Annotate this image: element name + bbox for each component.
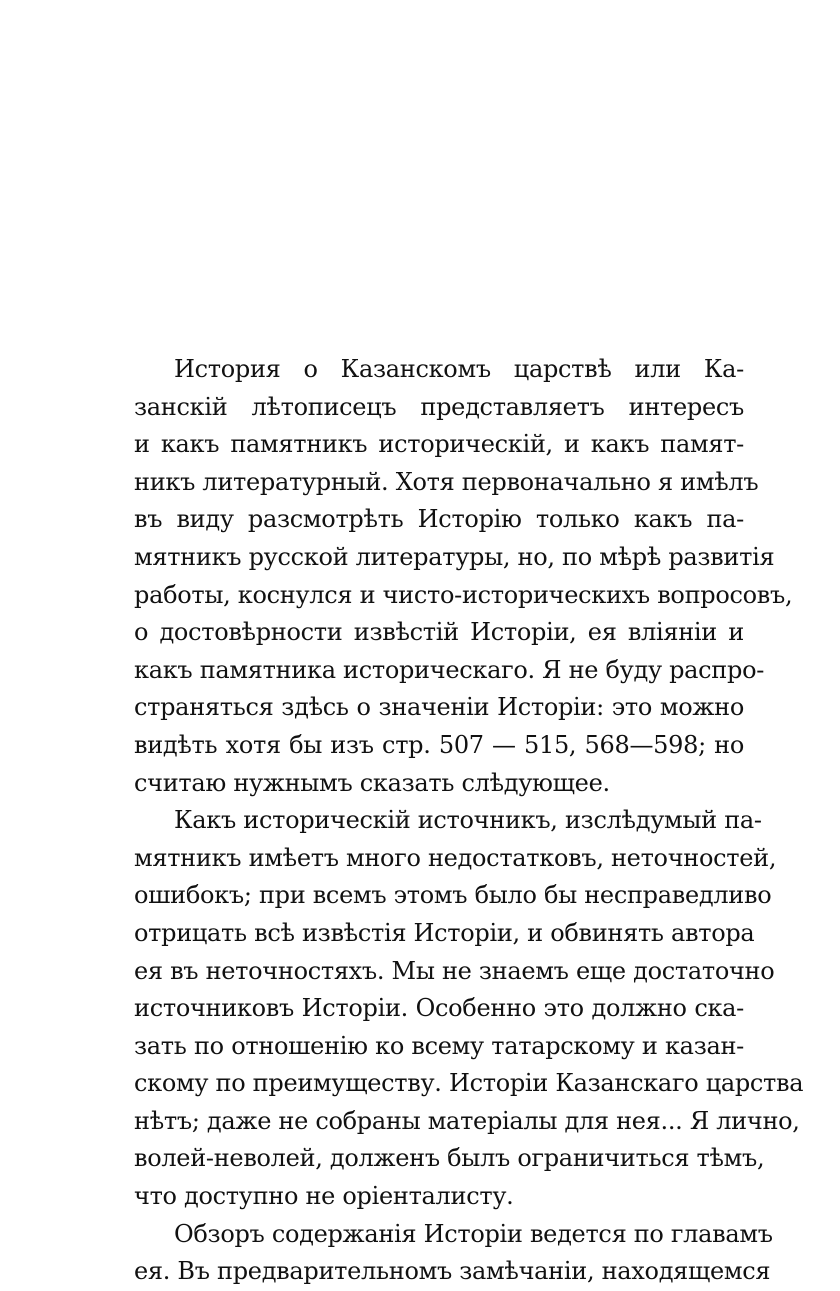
text-line: считаю нужнымъ сказать слѣдующее. [134, 768, 610, 797]
text-line: о достовѣрности извѣстій Исторіи, ея вліяніи и [134, 618, 744, 647]
text-line: волей-неволей, долженъ былъ ограничиться тѣмъ, [134, 1144, 765, 1173]
text-line: работы, коснулся и чисто-историческихъ вопросовъ, [134, 580, 793, 609]
text-line: Обзоръ содержанія Исторіи ведется по главамъ [174, 1219, 773, 1248]
text-line: мятникъ имѣетъ много недостатковъ, неточностей, [134, 843, 777, 872]
text-line: какъ памятника историческаго. Я не буду распро- [134, 655, 765, 684]
body-text [134, 351, 804, 1291]
text-line: занскій лѣтописецъ представляетъ интересъ [134, 392, 744, 421]
text-line: зать по отношенію ко всему татарскому и казан- [134, 1031, 744, 1060]
text-line: Какъ историческій источникъ, изслѣдумый па- [174, 806, 762, 835]
text-line: что доступно не оріенталисту. [134, 1182, 514, 1211]
text-line: и какъ памятникъ историческій, и какъ памят- [134, 430, 744, 459]
text-line: ея. Въ предварительномъ замѣчаніи, находящемся [134, 1257, 771, 1286]
text-line: ея въ неточностяхъ. Мы не знаемъ еще достаточно [134, 956, 775, 985]
text-line: видѣть хотя бы изъ стр. 507 — 515, 568—598; но [134, 730, 744, 759]
text-line: источниковъ Исторіи. Особенно это должно ска- [134, 994, 744, 1023]
text-line: ошибокъ; при всемъ этомъ было бы несправедливо [134, 881, 772, 910]
text-line: отрицать всѣ извѣстія Исторіи, и обвинять автора [134, 918, 755, 947]
text-line: История о Казанскомъ царствѣ или Ка- [174, 355, 744, 383]
text-line: мятникъ русской литературы, но, по мѣрѣ развитія [134, 542, 775, 571]
text-line: никъ литературный. Хотя первоначально я имѣлъ [134, 467, 759, 496]
text-line: скому по преимуществу. Исторіи Казанскаго царства [134, 1069, 804, 1098]
text-line: въ виду разсмотрѣть Исторію только какъ па- [134, 505, 744, 534]
text-line: нѣтъ; даже не собраны матеріалы для нея... Я лично, [134, 1106, 800, 1135]
text-line: страняться здѣсь о значеніи Исторіи: это можно [134, 693, 744, 722]
